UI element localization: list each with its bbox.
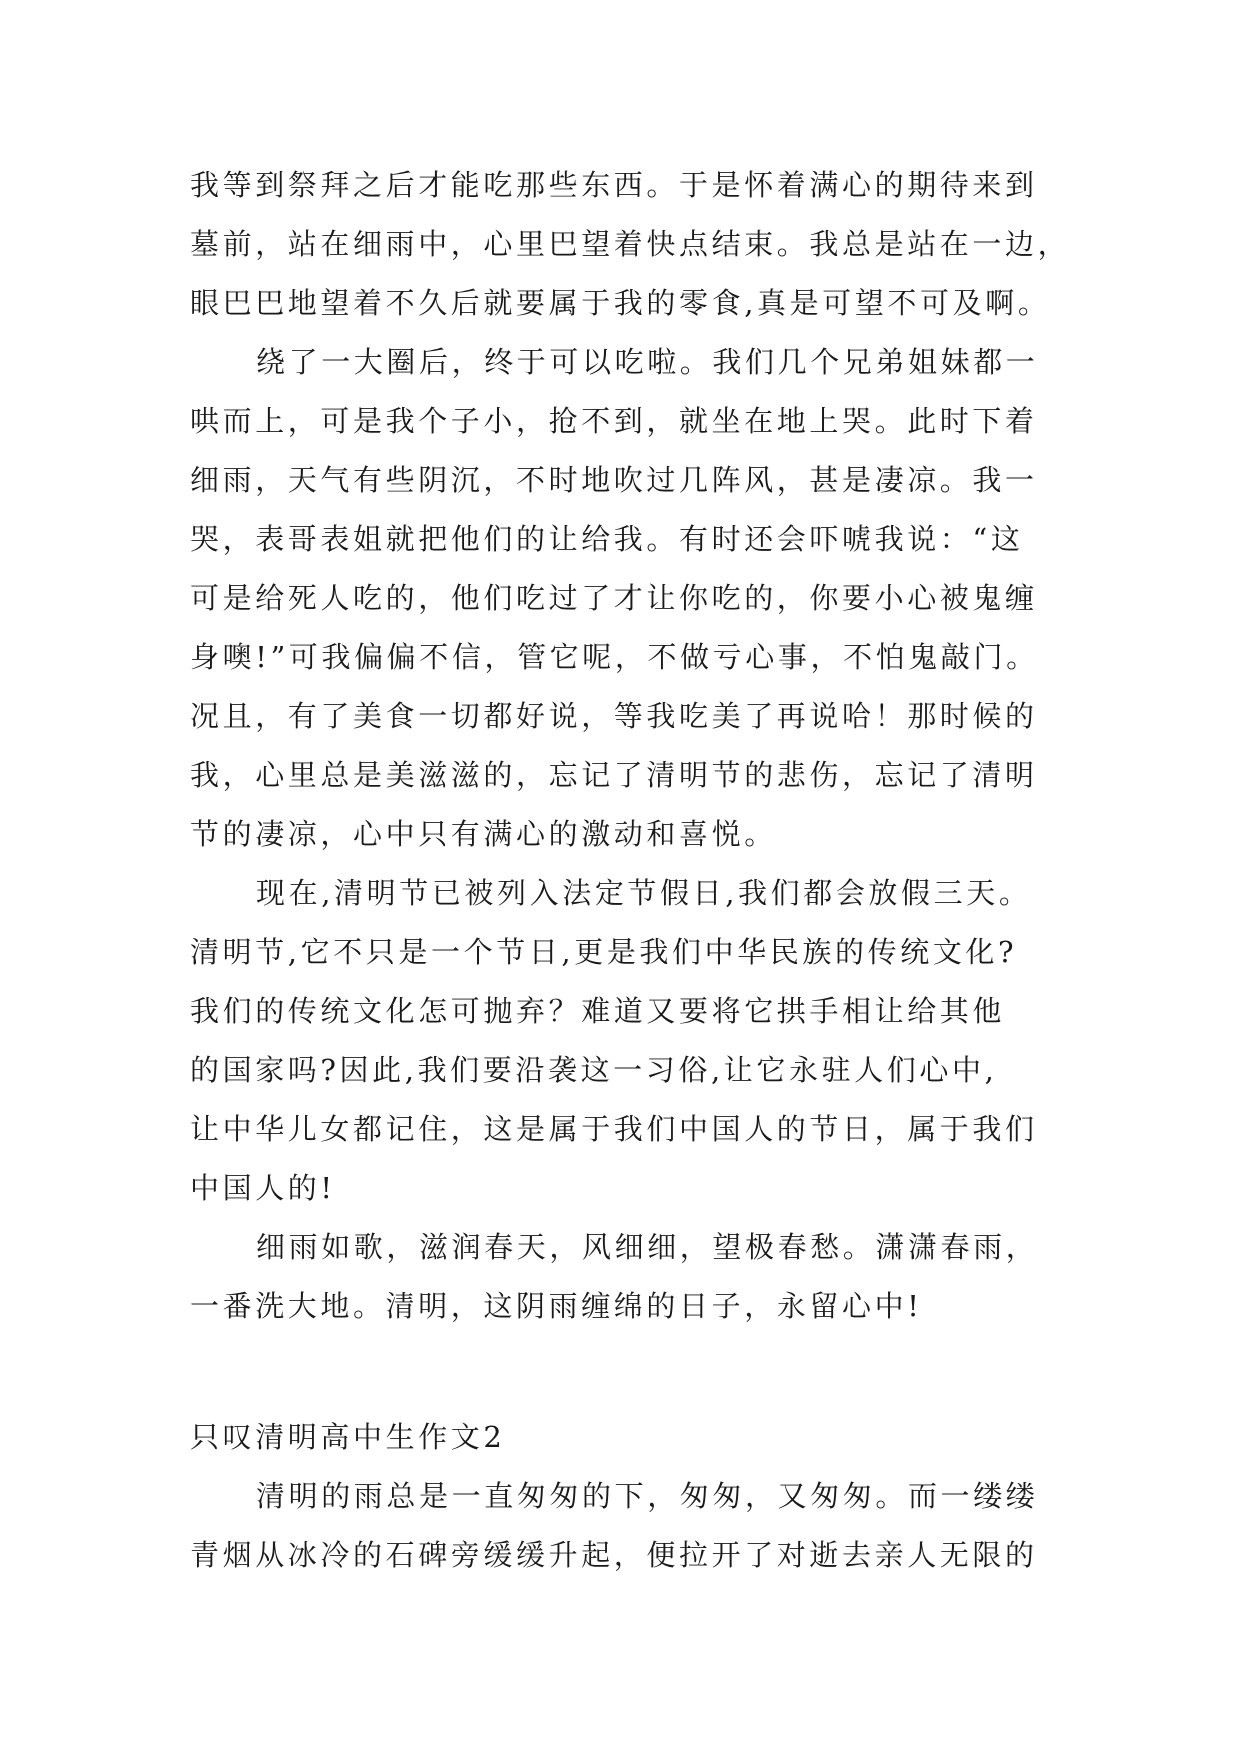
- paragraph-5: [190, 1467, 1080, 1585]
- paragraph-4: [190, 1218, 1080, 1336]
- text-line: 绕了一大圈后，终于可以吃啦。我们几个兄弟姐妹都一: [256, 345, 1039, 379]
- text-line: 墓前，站在细雨中，心里巴望着快点结束。我总是站在一边，: [190, 227, 1071, 261]
- text-line: 我，心里总是美滋滋的，忘记了清明节的悲伤，忘记了清明: [190, 758, 1038, 792]
- text-line: 细雨如歌，滋润春天，风细细，望极春愁。潇潇春雨，: [256, 1230, 1039, 1264]
- text-line: 清明节,它不只是一个节日,更是我们中华民族的传统文化?: [190, 935, 1018, 969]
- text-line: 身噢!”可我偏偏不信，管它呢，不做亏心事，不怕鬼敲门。: [190, 640, 1039, 674]
- essay-content: [190, 156, 1080, 1585]
- text-line: 我等到祭拜之后才能吃那些东西。于是怀着满心的期待来到: [190, 168, 1038, 202]
- section-heading: 只叹清明高中生作文2: [190, 1420, 506, 1454]
- text-line: 节的凄凉，心中只有满心的激动和喜悦。: [190, 817, 777, 851]
- text-line: 眼巴巴地望着不久后就要属于我的零食,真是可望不可及啊。: [190, 286, 1051, 320]
- text-line: 况且，有了美食一切都好说，等我吃美了再说哈！那时候的: [190, 699, 1038, 733]
- text-line: 哭，表哥表姐就把他们的让给我。有时还会吓唬我说：“这: [190, 522, 1024, 556]
- paragraph-3: [190, 864, 1080, 1218]
- text-line: 的国家吗?因此,我们要沿袭这一习俗,让它永驻人们心中,: [190, 1053, 998, 1087]
- text-line: 清明的雨总是一直匆匆的下，匆匆，又匆匆。而一缕缕: [256, 1479, 1039, 1513]
- paragraph-1: [190, 156, 1080, 333]
- text-line: 细雨，天气有些阴沉，不时地吹过几阵风，甚是凄凉。我一: [190, 463, 1038, 497]
- text-line: 我们的传统文化怎可抛弃？难道又要将它拱手相让给其他: [190, 994, 1006, 1028]
- text-line: 中国人的!: [190, 1171, 336, 1205]
- text-line: 现在,清明节已被列入法定节假日,我们都会放假三天。: [256, 876, 1032, 910]
- text-line: 可是给死人吃的，他们吃过了才让你吃的，你要小心被鬼缠: [190, 581, 1038, 615]
- text-line: 一番洗大地。清明，这阴雨缠绵的日子，永留心中!: [190, 1289, 923, 1323]
- paragraph-2: [190, 333, 1080, 864]
- section-spacer: [190, 1336, 1080, 1408]
- text-line: 让中华儿女都记住，这是属于我们中国人的节日，属于我们: [190, 1112, 1038, 1146]
- text-line: 哄而上，可是我个子小，抢不到，就坐在地上哭。此时下着: [190, 404, 1038, 438]
- text-line: 青烟从冰冷的石碑旁缓缓升起，便拉开了对逝去亲人无限的: [190, 1538, 1038, 1572]
